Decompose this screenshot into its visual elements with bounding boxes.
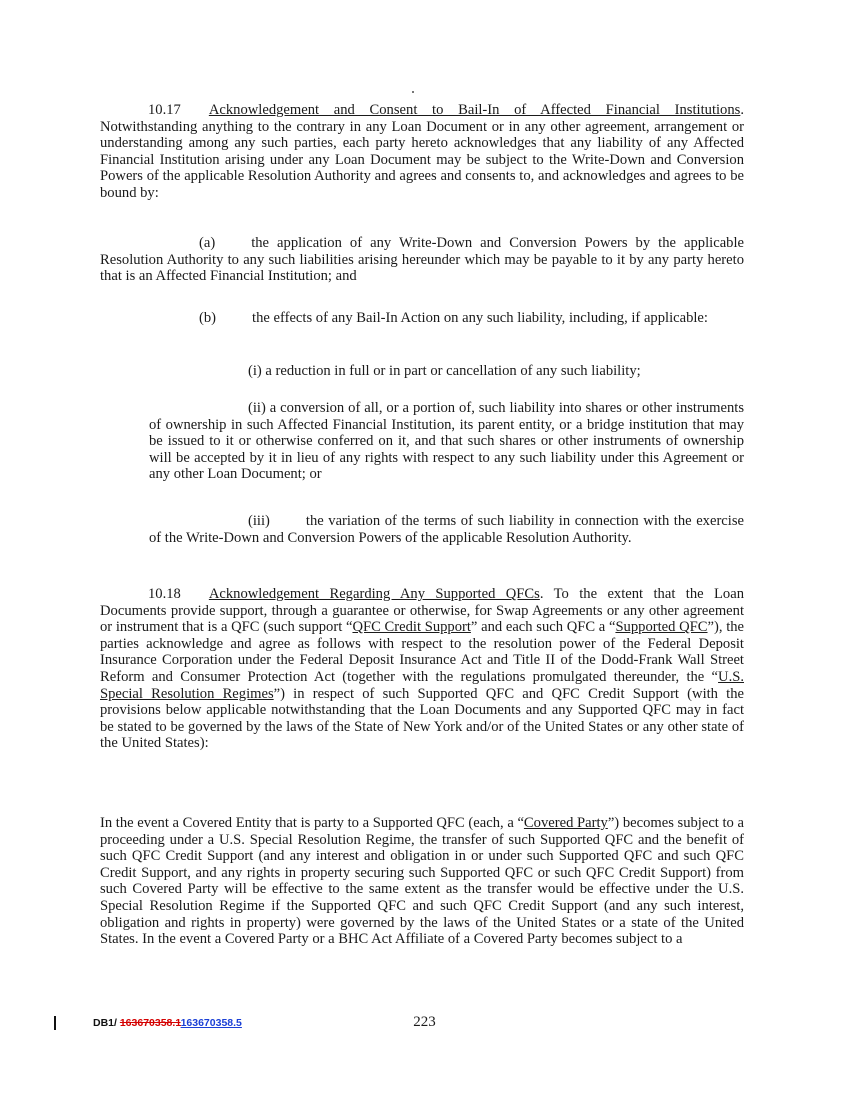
scan-dot [412, 91, 414, 93]
clause-a-text: the application of any Write-Down and Conversion Powers by the applicable Resolution Authority to any such liabilities arising hereunder which may be payable to it by any party hereto that is an Affected Financial Institution; and [100, 235, 744, 285]
defined-term-us-special-resolution-regimes: U.S. Special Resolution Regimes [100, 668, 744, 702]
text-run: ”), the parties acknowledge and agree as follows with respect to the resolution power of the Federal Deposit Insurance Corporation under the Federal Deposit Insurance Act and Title II of the Dodd-Frank Wall Street Reform and Consumer Protection Act (together with the regulations promulgated thereunder, the “ [100, 619, 745, 685]
clause-i: (i) a reduction in full or in part or cancellation of any such liability; [248, 363, 641, 379]
clause-b [100, 310, 744, 327]
text-run: In the event a Covered Entity that is party to a Supported QFC (each, a “ [100, 815, 524, 831]
section-number: 10.17 [148, 102, 181, 118]
defined-term-supported-qfc: Supported QFC [615, 619, 708, 636]
covered-party-paragraph [100, 815, 744, 948]
inserted-doc-id: 163670358.5 [180, 1017, 242, 1029]
section-body: . Notwithstanding anything to the contrary in any Loan Document or in any other agreement, arrangement or understanding among any such parties, each party hereto acknowledges that any liability of any Affected Financial Institution arising under any Loan Document may be subject to the Write-Down and Conversion Powers of the applicable Resolution Authority and agrees and consents to, and acknowledges and agrees to be bound by: [100, 102, 744, 201]
clause-a [100, 235, 744, 285]
clause-iii-text: the variation of the terms of such liability in connection with the exercise of the Write-Down and Conversion Powers of the applicable Resolution Authority. [149, 513, 744, 546]
clause-iii [149, 513, 744, 546]
section-heading: Acknowledgement and Consent to Bail-In of Affected Financial Institutions [208, 102, 741, 118]
section-number: 10.18 [148, 586, 181, 602]
text-run: . To the extent that the Loan Documents provide support, through a guarantee or otherwise, for Swap Agreements or any other agreement or instrument that is a QFC (such support “ [100, 586, 744, 636]
text-run: ” and each such QFC a “ [470, 619, 616, 636]
text-run: ”) in respect of such Supported QFC and QFC Credit Support (with the provisions below applicable notwithstanding that the Loan Documents and any Supported QFC may in fact be stated to be governed by the laws of the State of New York and/or of the United States or any other state of the United States): [100, 685, 744, 752]
clause-b-label: (b) [199, 310, 217, 326]
defined-term-qfc-credit-support: QFC Credit Support [352, 619, 471, 636]
page-number: 223 [413, 1014, 436, 1030]
text-run: ”) becomes subject to a proceeding under a U.S. Special Resolution Regime, the transfer of such Supported QFC and the benefit of such QFC Credit Support (and any interest and obligation in or under such Supported QFC and such QFC Credit Support, and any rights in property securing such Supported QFC or such QFC Credit Support) from such Covered Party will be effective to the same extent as the transfer would be effective under the U.S. Special Resolution Regime if the Supported QFC and such QFC Credit Support (and any such interest, obligation and rights in property) were governed by the laws of the United States or a state of the United States. In the event a Covered Party or a BHC Act Affiliate of a Covered Party becomes subject to a [100, 815, 744, 948]
clause-iii-label: (iii) [248, 513, 270, 529]
section-10-17-paragraph [100, 102, 744, 202]
deleted-doc-id: 163670358.1 [119, 1017, 181, 1029]
section-heading: Acknowledgement Regarding Any Supported QFCs [208, 586, 540, 602]
clause-ii: (ii) a conversion of all, or a portion of, such liability into shares or other instruments of ownership in such Affected Financial Institution, its parent entity, or a bridge institution that may be issued to it or otherwise conferred on it, and that such shares or other instruments of ownership will be accepted by it in lieu of any rights with respect to any such liability under this Agreement or any other Loan Document; or [149, 400, 744, 483]
defined-term-covered-party: Covered Party [523, 815, 608, 831]
section-10-18-paragraph [100, 586, 744, 752]
clause-a-label: (a) [199, 235, 216, 251]
clause-b-text: the effects of any Bail-In Action on any such liability, including, if applicable: [252, 310, 708, 326]
doc-id-prefix: DB1/ [93, 1017, 120, 1029]
page-footer [0, 1014, 849, 1034]
